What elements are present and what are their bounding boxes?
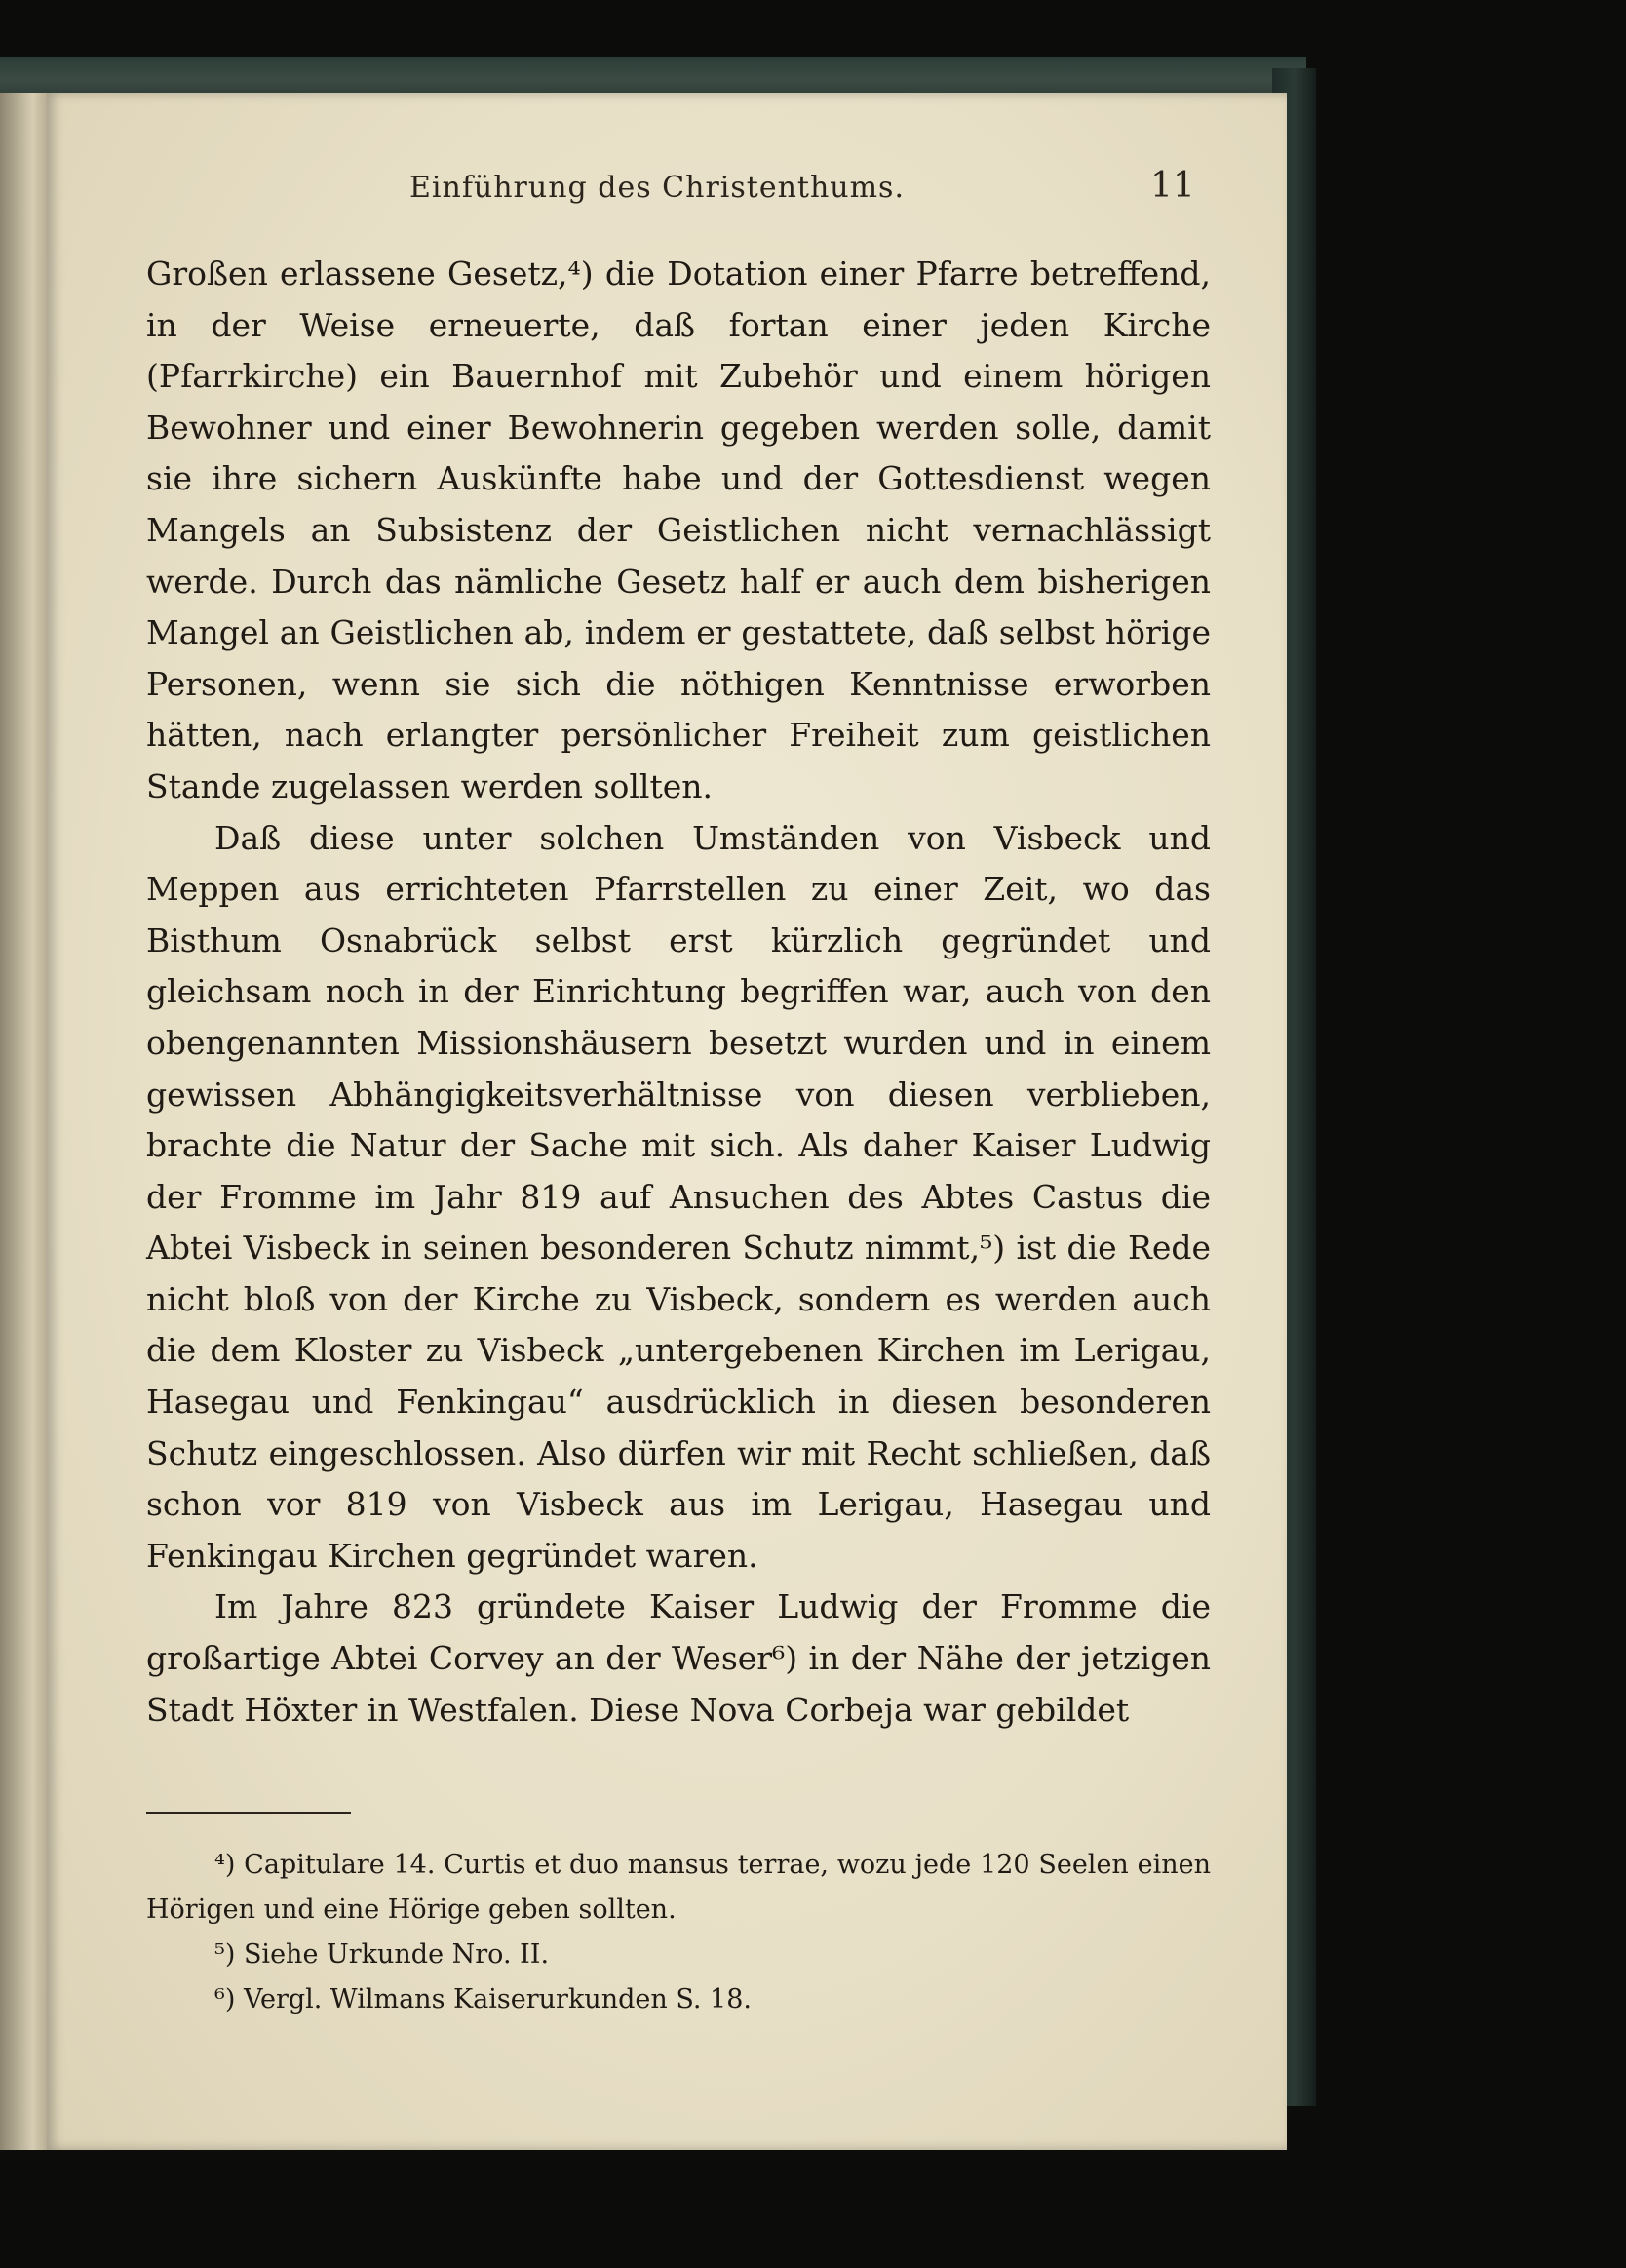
- footnote-4: ⁴) Capitulare 14. Curtis et duo mansus terrae, wozu jede 120 Seelen einen Hörigen und eine Hörige geben sollten.: [146, 1850, 1211, 1925]
- footnote-5: ⁵) Siehe Urkunde Nro. II.: [214, 1939, 550, 1970]
- facing-page-edge: [0, 93, 47, 2150]
- footnote-6: ⁶) Vergl. Wilmans Kaiserurkunden S. 18.: [214, 1984, 752, 2014]
- running-head: Einführung des Christenthums.: [409, 171, 905, 205]
- body-text: [146, 249, 1211, 1736]
- page-number: 11: [1150, 166, 1195, 206]
- paragraph-3: Im Jahre 823 gründete Kaiser Ludwig der Fromme die großartige Abtei Corvey an der Weser⁶) in der Nähe der jetzigen Stadt Höxter in Westfalen. Diese Nova Corbeja war gebildet: [146, 1587, 1211, 1729]
- footnotes: [146, 1843, 1211, 2022]
- paragraph-2: Daß diese unter solchen Umständen von Visbeck und Meppen aus errichteten Pfarrstellen zu einer Zeit, wo das Bisthum Osnabrück selbst erst kürzlich gegründet und gleichsam noch in der Einrichtung begriffen war, auch von den obengenannten Missionshäusern besetzt wurden und in einem gewissen Abhängigkeitsverhältnisse von diesen verblieben, brachte die Natur der Sache mit sich. Als daher Kaiser Ludwig der Fromme im Jahr 819 auf Ansuchen des Abtes Castus die Abtei Visbeck in seinen besonderen Schutz nimmt,⁵) ist die Rede nicht bloß von der Kirche zu Visbeck, sondern es werden auch die dem Kloster zu Visbeck „untergebenen Kirchen im Lerigau, Hasegau und Fenkingau“ ausdrücklich in diesen besonderen Schutz eingeschlossen. Also dürfen wir mit Recht schließen, daß schon vor 819 von Visbeck aus im Lerigau, Hasegau und Fenkingau Kirchen gegründet waren.: [146, 818, 1211, 1575]
- paragraph-1: Großen erlassene Gesetz,⁴) die Dotation einer Pfarre betreffend, in der Weise erneuerte, daß fortan einer jeden Kirche (Pfarrkirche) ein Bauernhof mit Zubehör und einem hörigen Bewohner und einer Bewohnerin gegeben werden solle, damit sie ihre sichern Auskünfte habe und der Gottesdienst wegen Mangels an Subsistenz der Geistlichen nicht vernachlässigt werde. Durch das nämliche Gesetz half er auch dem bisherigen Mangel an Geistlichen ab, indem er gestattete, daß selbst hörige Personen, wenn sie sich die nöthigen Kenntnisse erworben hätten, nach erlangter persönlicher Freiheit zum geistlichen Stande zugelassen werden sollten.: [146, 254, 1211, 805]
- footnote-separator-rule: [146, 1812, 351, 1814]
